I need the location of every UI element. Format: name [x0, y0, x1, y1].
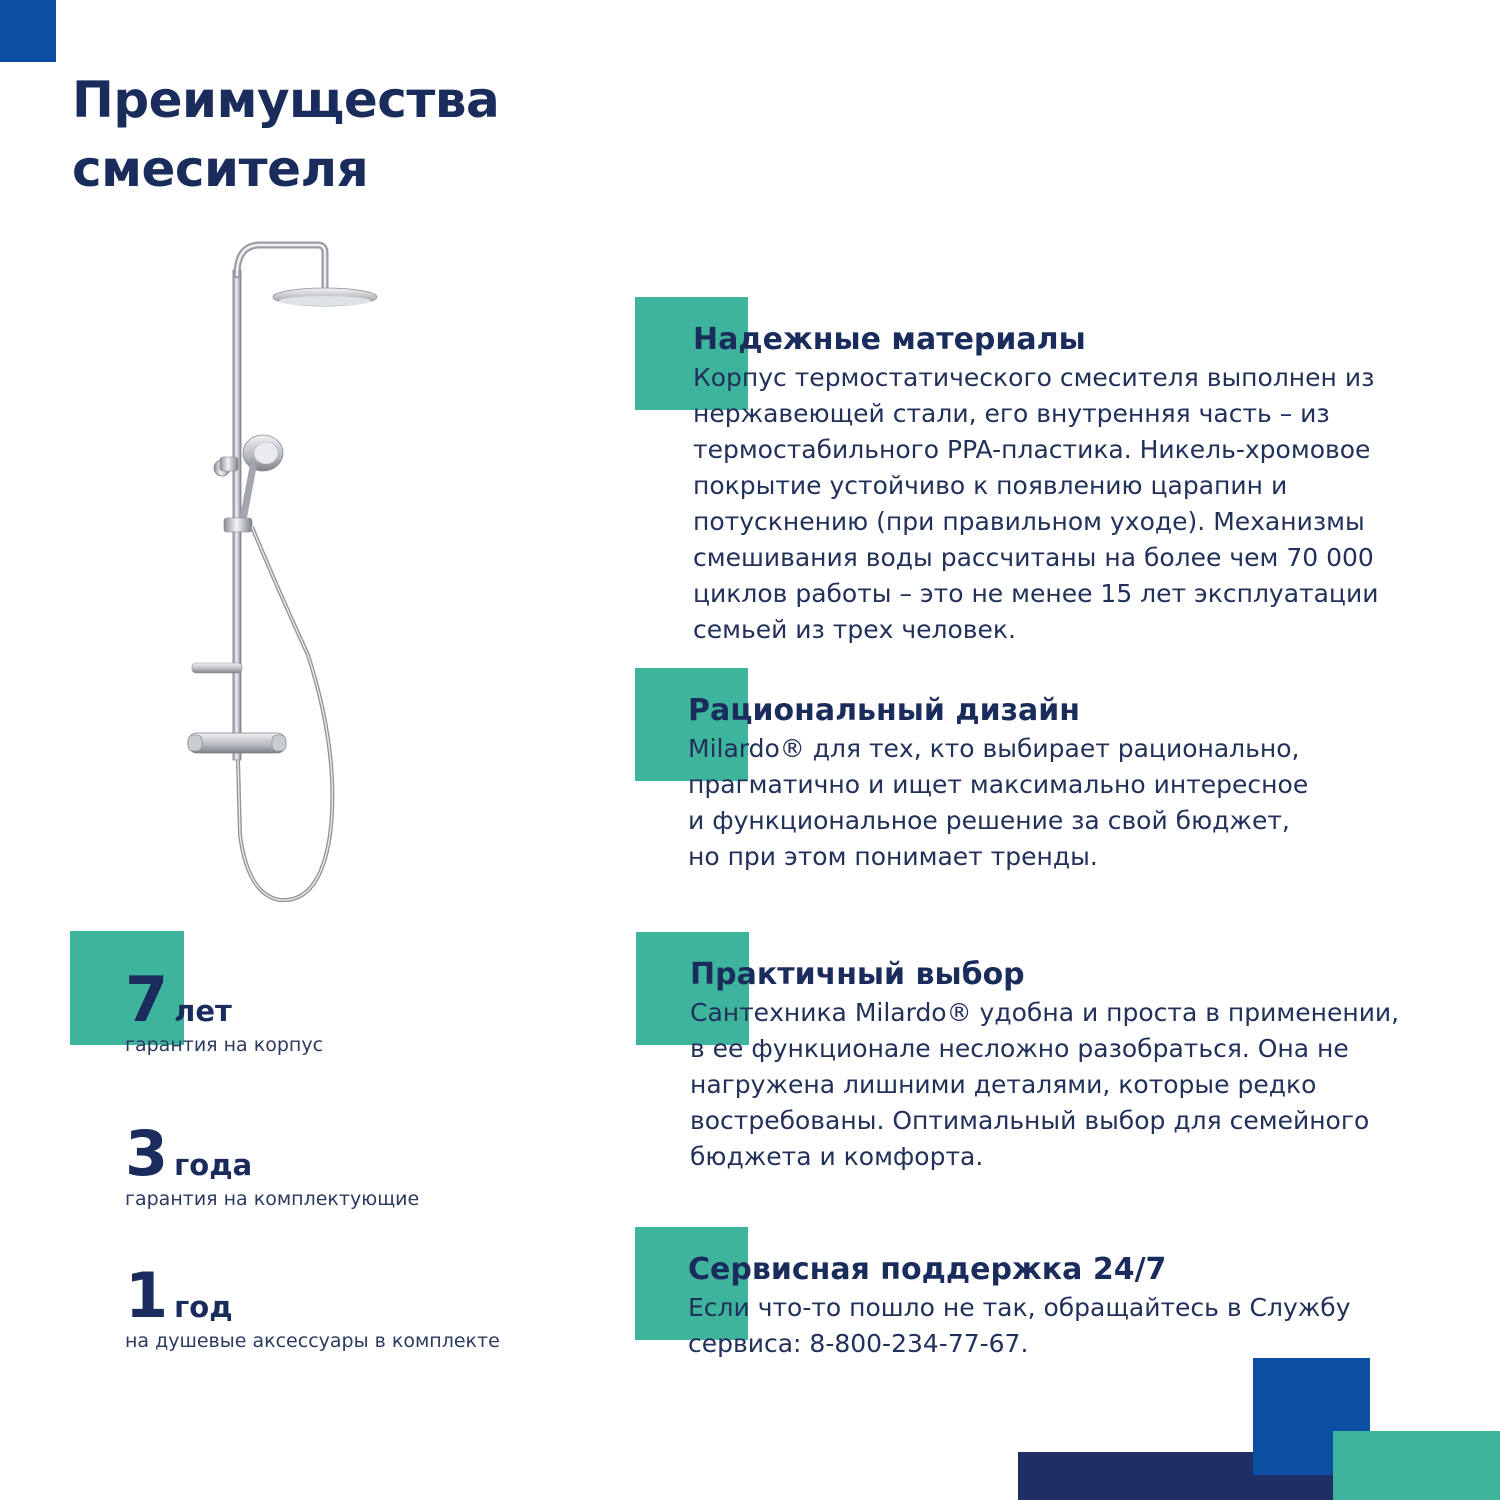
feature-title: Рациональный дизайн: [688, 693, 1081, 728]
stat-accessories-warranty: [125, 1259, 500, 1352]
stat-description: на душевые аксессуары в комплекте: [125, 1330, 500, 1352]
page-title-line1: Преимущества: [72, 71, 500, 129]
stat-number: 7: [125, 963, 169, 1036]
feature-text: Сантехника Milardo® удобна и проста в применении, в ее функционале несложно разобраться. Она не нагружена лишними деталями, которые редко востребованы. Оптимальный выбор для семейного бюджета и комфорта.: [690, 998, 1400, 1171]
stat-unit: лет: [174, 994, 232, 1028]
corner-decoration-teal: [1333, 1431, 1500, 1500]
feature-reliable-materials: [693, 320, 1378, 648]
feature-service-support: [688, 1250, 1351, 1362]
stat-description: гарантия на корпус: [125, 1034, 324, 1056]
corner-decoration-top: [0, 0, 56, 62]
feature-text: Корпус термостатического смесителя выполнен из нержавеющей стали, его внутренняя часть – из термостабильного PPA-пластика. Никель-хромовое покрытие устойчиво к появлению царапин и потускнению (при правильном уходе). Механизмы смешивания воды рассчитаны на более чем 70 000 циклов работы – это не менее 15 лет эксплуатации семьей из трех человек.: [693, 363, 1379, 644]
feature-rational-design: [688, 691, 1308, 875]
page-title: [72, 66, 632, 204]
stat-number: 1: [125, 1259, 169, 1332]
stat-unit: год: [174, 1290, 233, 1324]
page-title-line2: смесителя: [72, 140, 369, 198]
shower-system-image: [180, 235, 390, 915]
stat-number: 3: [125, 1117, 169, 1190]
stat-components-warranty: [125, 1117, 420, 1210]
stat-description: гарантия на комплектующие: [125, 1188, 420, 1210]
stat-body-warranty: [125, 963, 324, 1056]
feature-practical-choice: [690, 955, 1399, 1175]
feature-title: Надежные материалы: [693, 322, 1086, 357]
feature-text: Если что-то пошло не так, обращайтесь в Службу сервиса: 8-800-234-77-67.: [688, 1293, 1351, 1358]
feature-title: Практичный выбор: [690, 957, 1025, 992]
feature-title: Сервисная поддержка 24/7: [688, 1252, 1167, 1287]
stat-unit: года: [174, 1148, 253, 1182]
feature-text: Milardo® для тех, кто выбирает рационально, прагматично и ищет максимально интересное и функциональное решение за свой бюджет, но при этом понимает тренды.: [688, 734, 1309, 871]
